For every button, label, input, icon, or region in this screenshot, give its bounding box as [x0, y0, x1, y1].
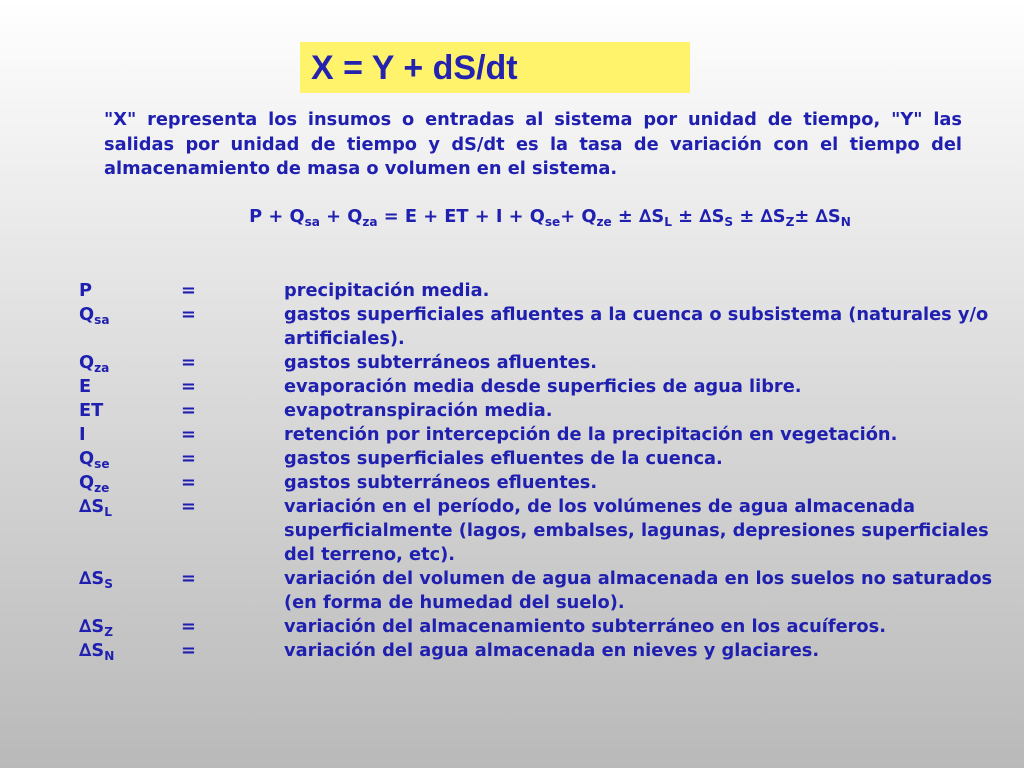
equation-subscript: se [544, 214, 561, 229]
equation-subscript: sa [304, 214, 320, 229]
definition-row [79, 279, 1004, 303]
definition-text: variación en el período, de los volúmenes de agua almacenada superficialmente (lagos, embalses, lagunas, depresiones superficiales del terreno, etc). [284, 496, 989, 565]
definition-text: gastos superficiales efluentes de la cuenca. [284, 448, 723, 469]
definition-equals: = [181, 352, 196, 373]
definition-row [79, 471, 1004, 495]
definition-row [79, 495, 1004, 567]
slide-title: X = Y + dS/dt [300, 42, 690, 93]
definition-row [79, 639, 1004, 663]
definition-symbol: $Q_{se}$ [79, 448, 110, 471]
equation-text: = E + ET + I + Q [377, 206, 545, 227]
definition-text: evaporación media desde superficies de agua libre. [284, 376, 802, 397]
definition-row [79, 423, 1004, 447]
definition-symbol: I [79, 424, 86, 445]
equation-text: ± ∆S [733, 206, 786, 227]
definition-row [79, 567, 1004, 615]
definition-symbol: $\Delta S_Z$ [79, 616, 113, 639]
definition-symbol: $\Delta S_S$ [79, 568, 113, 591]
definition-equals: = [181, 496, 196, 517]
definition-text: variación del almacenamiento subterráneo en los acuíferos. [284, 616, 886, 637]
definition-symbol: ET [79, 400, 104, 421]
definition-symbol: $\Delta S_L$ [79, 496, 112, 519]
definition-row [79, 399, 1004, 423]
equation-text: ± ∆S [794, 206, 841, 227]
equation-subscript: Z [785, 214, 795, 229]
equation-subscript: S [724, 214, 734, 229]
definition-text: gastos subterráneos afluentes. [284, 352, 598, 373]
definition-equals: = [181, 424, 196, 445]
definition-equals: = [181, 640, 196, 661]
definition-row [79, 351, 1004, 375]
equation-subscript: L [664, 214, 672, 229]
equation-subscript: za [362, 214, 378, 229]
definition-equals: = [181, 472, 196, 493]
definition-text: gastos subterráneos efluentes. [284, 472, 598, 493]
definition-symbol: $Q_{sa}$ [79, 304, 110, 327]
definition-equals: = [181, 568, 196, 589]
water-balance-equation [150, 205, 950, 229]
definition-row [79, 615, 1004, 639]
definition-symbol: P [79, 280, 93, 301]
equation-text: ± ∆S [671, 206, 725, 227]
equation-subscript: ze [596, 214, 612, 229]
equation-text: ± ∆S [611, 206, 665, 227]
definition-row [79, 447, 1004, 471]
definition-symbol: $\Delta S_N$ [79, 640, 115, 663]
intro-paragraph: "X" representa los insumos o entradas al sistema por unidad de tiempo, "Y" las salidas por unidad de tiempo y dS/dt es la tasa de variación con el tiempo del almacenamiento de masa o volumen en el sistema. [104, 109, 962, 179]
definition-text: evapotranspiración media. [284, 400, 553, 421]
definition-row [79, 375, 1004, 399]
definition-symbol: $Q_{ze}$ [79, 472, 110, 495]
definition-text: precipitación media. [284, 280, 490, 301]
equation-subscript: N [840, 214, 851, 229]
equation-text: P + Q [249, 206, 305, 227]
definition-text: variación del agua almacenada en nieves y glaciares. [284, 640, 820, 661]
definition-equals: = [181, 280, 196, 301]
equation-text: + Q [319, 206, 363, 227]
definition-text: retención por intercepción de la precipitación en vegetación. [284, 424, 898, 445]
definition-equals: = [181, 448, 196, 469]
definition-text: variación del volumen de agua almacenada en los suelos no saturados (en forma de humedad del suelo). [284, 568, 993, 613]
definition-text: gastos superficiales afluentes a la cuenca o subsistema (naturales y/o artificiales). [284, 304, 989, 349]
definition-symbol: E [79, 376, 92, 397]
definition-row [79, 303, 1004, 351]
definition-equals: = [181, 376, 196, 397]
definition-equals: = [181, 304, 196, 325]
definition-symbol: $Q_{za}$ [79, 352, 110, 375]
definition-equals: = [181, 616, 196, 637]
equation-text: + Q [560, 206, 597, 227]
definition-equals: = [181, 400, 196, 421]
definitions-list [79, 279, 1004, 663]
